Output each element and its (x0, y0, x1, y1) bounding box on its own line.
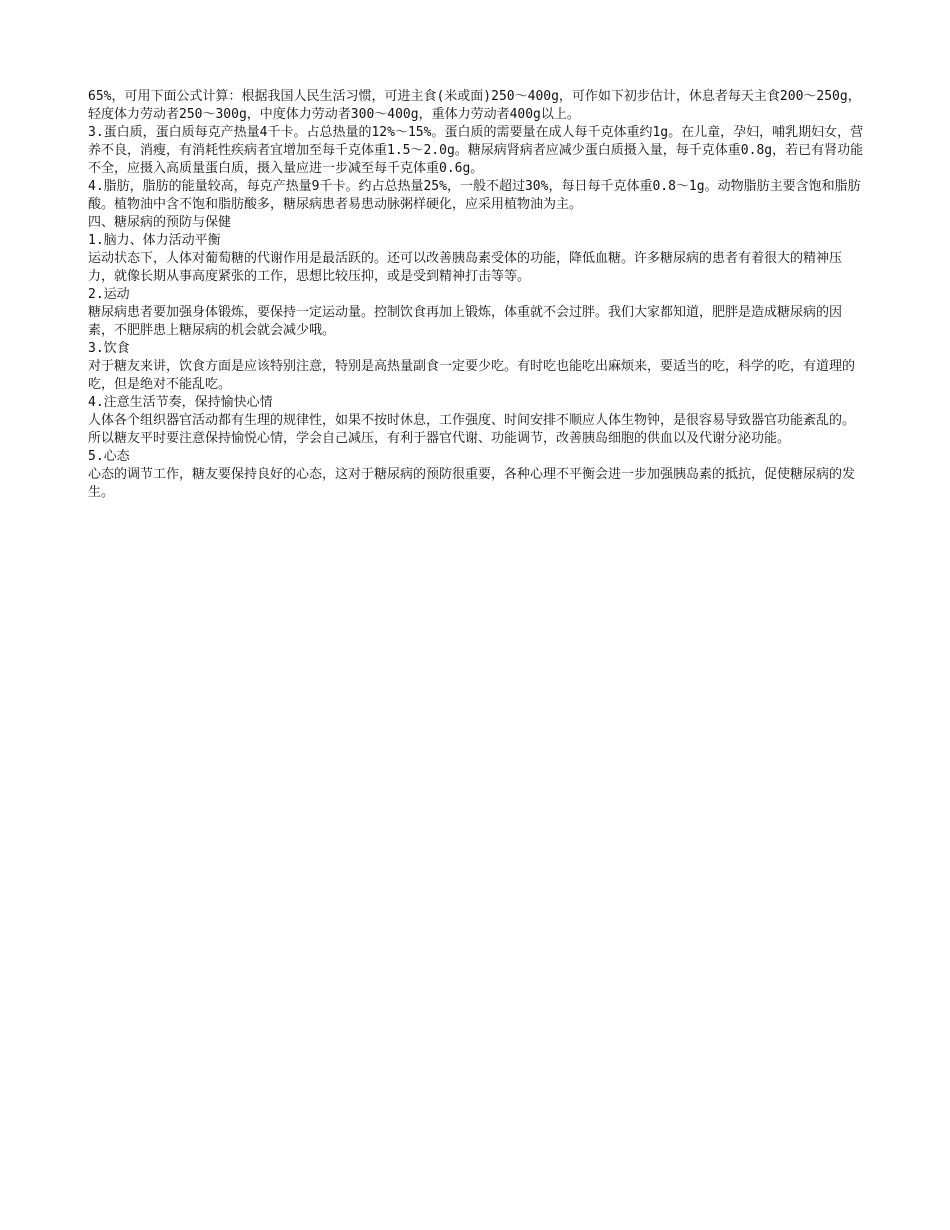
paragraph-protein: 3.蛋白质，蛋白质每克产热量4千卡。占总热量的12%～15%。蛋白质的需要量在成人每千克体重约1g。在儿童，孕妇，哺乳期妇女，营养不良，消瘦，有消耗性疾病者宜增加至每千克体重1.5～2.0g。糖尿病肾病者应减少蛋白质摄入量，每千克体重0.8g，若已有肾功能不全，应摄入高质量蛋白质，摄入量应进一步减至每千克体重0.6g。 (88, 125, 864, 176)
subheading-life-rhythm: 4.注意生活节奏，保持愉快心情 (88, 395, 273, 410)
paragraph-diet: 对于糖友来讲，饮食方面是应该特别注意，特别是高热量副食一定要少吃。有时吃也能吃出麻烦来，要适当的吃，科学的吃，有道理的吃，但是绝对不能乱吃。 (88, 359, 856, 392)
paragraph-exercise: 糖尿病患者要加强身体锻炼，要保持一定运动量。控制饮食再加上锻炼，体重就不会过胖。我们大家都知道，肥胖是造成糖尿病的因素，不肥胖患上糖尿病的机会就会减少哦。 (88, 305, 843, 338)
subheading-exercise: 2.运动 (88, 287, 130, 302)
paragraph-activity-balance: 运动状态下，人体对葡萄糖的代谢作用是最活跃的。还可以改善胰岛素受体的功能，降低血糖。许多糖尿病的患者有着很大的精神压力，就像长期从事高度紧张的工作，思想比较压抑，或是受到精神打击等等。 (88, 251, 843, 284)
paragraph-fat: 4.脂肪，脂肪的能量较高，每克产热量9千卡。约占总热量25%，一般不超过30%，每日每千克体重0.8～1g。动物脂肪主要含饱和脂肪酸。植物油中含不饱和脂肪酸多，糖尿病患者易患动脉粥样硬化，应采用植物油为主。 (88, 179, 861, 212)
document-body (88, 88, 864, 502)
subheading-activity-balance: 1.脑力、体力活动平衡 (88, 233, 221, 248)
subheading-mentality: 5.心态 (88, 449, 130, 464)
section-heading-prevention: 四、糖尿病的预防与保健 (88, 215, 232, 230)
paragraph-life-rhythm: 人体各个组织器官活动都有生理的规律性，如果不按时休息，工作强度、时间安排不顺应人体生物钟，是很容易导致器官功能紊乱的。所以糖友平时要注意保持愉悦心情，学会自己减压，有利于器官代谢、功能调节，改善胰岛细胞的供血以及代谢分泌功能。 (88, 413, 856, 446)
paragraph-mentality: 心态的调节工作，糖友要保持良好的心态，这对于糖尿病的预防很重要，各种心理不平衡会进一步加强胰岛素的抵抗，促使糖尿病的发生。 (88, 467, 856, 500)
subheading-diet: 3.饮食 (88, 341, 130, 356)
paragraph-staple-food-estimate: 65%，可用下面公式计算：根据我国人民生活习惯，可进主食(米或面)250～400g，可作如下初步估计，休息者每天主食200～250g，轻度体力劳动者250～300g，中度体力劳动者300～400g，重体力劳动者400g以上。 (88, 89, 861, 122)
